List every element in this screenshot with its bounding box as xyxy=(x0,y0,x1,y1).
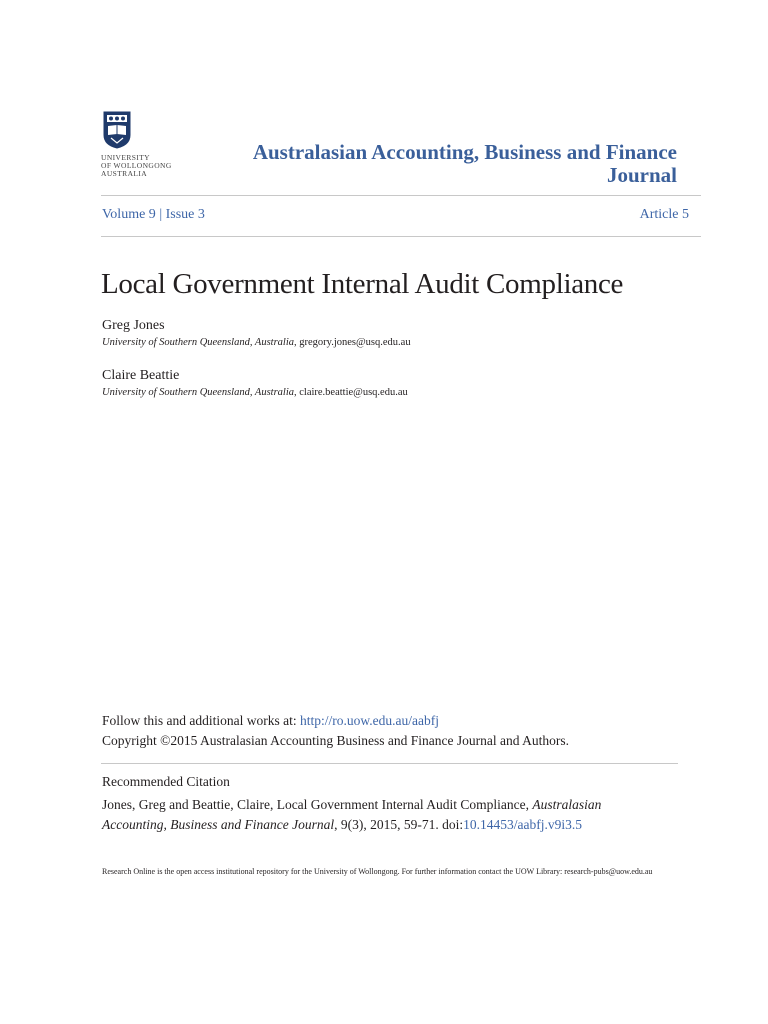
footer-note: Research Online is the open access institutional repository for the University of Wollongong. For further information contact the UOW Library: research-pubs@uow.edu.au xyxy=(102,867,653,876)
author-email: , claire.beattie@usq.edu.au xyxy=(294,387,408,398)
article-title: Local Government Internal Audit Compliance xyxy=(101,268,624,300)
author-name: Greg Jones xyxy=(102,318,165,333)
issue-link[interactable]: Issue 3 xyxy=(165,207,205,222)
citation-heading: Recommended Citation xyxy=(102,774,230,789)
citation-text xyxy=(102,795,662,835)
author-name: Claire Beattie xyxy=(102,368,180,383)
logo-text: UNIVERSITY OF WOLLONGONG AUSTRALIA xyxy=(101,153,172,179)
citation-journal: Australasian Accounting, Business and Finance Journal xyxy=(102,797,602,832)
citation-details: , 9(3), 2015, 59-71. doi: xyxy=(334,817,464,832)
affiliation-institution: University of Southern Queensland, Australia xyxy=(102,337,294,348)
journal-title[interactable]: Australasian Accounting, Business and Finance Journal xyxy=(252,140,677,187)
header-rule-top xyxy=(101,195,701,196)
volume-issue xyxy=(102,207,205,223)
volume-issue-separator: | xyxy=(159,207,163,222)
author-email: , gregory.jones@usq.edu.au xyxy=(294,337,411,348)
author-affiliation xyxy=(102,387,408,398)
doi-link[interactable]: 10.14453/aabfj.v9i3.5 xyxy=(463,817,582,832)
volume-link[interactable]: Volume 9 xyxy=(102,207,156,222)
follow-line xyxy=(102,713,439,729)
article-number[interactable]: Article 5 xyxy=(639,207,689,222)
follow-prefix: Follow this and additional works at: xyxy=(102,713,300,728)
citation-rule xyxy=(101,763,678,764)
university-logo xyxy=(101,111,191,183)
header-rule-bottom xyxy=(101,236,701,237)
author-affiliation xyxy=(102,337,411,348)
university-crest-icon xyxy=(103,111,131,149)
citation-authors-title: Jones, Greg and Beattie, Claire, Local Government Internal Audit Compliance, xyxy=(102,797,533,812)
affiliation-institution: University of Southern Queensland, Australia xyxy=(102,387,294,398)
copyright-notice: Copyright ©2015 Australasian Accounting Business and Finance Journal and Authors. xyxy=(102,733,569,748)
repository-link[interactable]: http://ro.uow.edu.au/aabfj xyxy=(300,713,439,728)
